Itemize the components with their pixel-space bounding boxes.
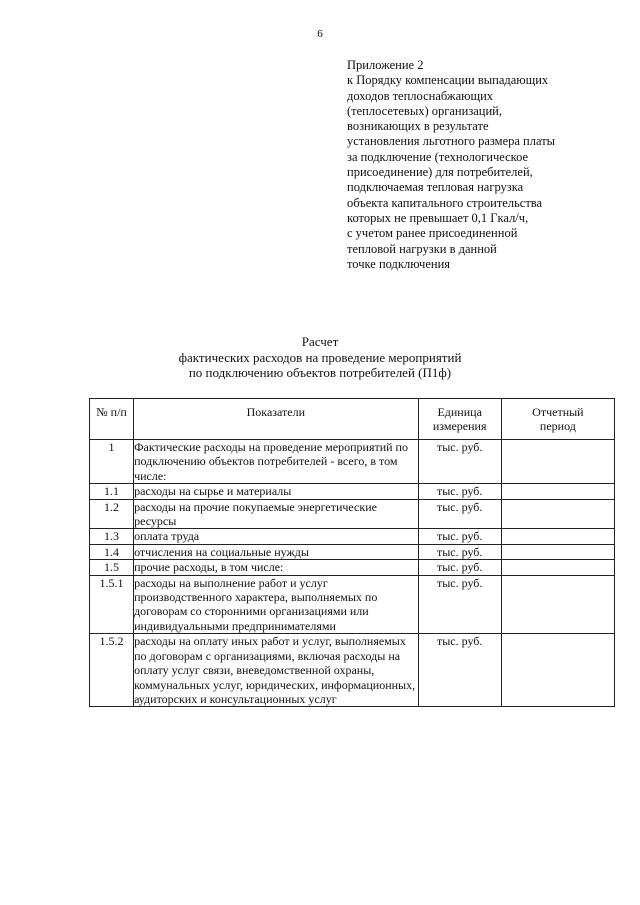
table-row bbox=[90, 440, 615, 484]
row-period bbox=[501, 529, 614, 544]
appendix-line: за подключение (технологическое bbox=[347, 149, 529, 164]
row-num: 1 bbox=[90, 440, 134, 484]
appendix-line: (теплосетевых) организаций, bbox=[347, 103, 502, 118]
appendix-line: Приложение 2 bbox=[347, 58, 424, 72]
title-line: по подключению объектов потребителей (П1ф) bbox=[188, 365, 452, 380]
header-period-line: Отчетный bbox=[532, 405, 584, 419]
header-period-line: период bbox=[539, 419, 576, 434]
table-row bbox=[90, 544, 615, 559]
row-unit: тыс. руб. bbox=[418, 484, 501, 499]
row-num: 1.5 bbox=[90, 560, 134, 575]
appendix-block bbox=[347, 58, 597, 272]
document-title bbox=[0, 334, 640, 381]
row-unit: тыс. руб. bbox=[418, 499, 501, 529]
title-line: фактических расходов на проведение мероприятий bbox=[178, 349, 462, 365]
appendix-line: которых не превышает 0,1 Гкал/ч, bbox=[347, 210, 529, 225]
row-indicator: прочие расходы, в том числе: bbox=[134, 560, 419, 575]
header-num: № п/п bbox=[90, 399, 134, 440]
header-unit bbox=[418, 399, 501, 440]
appendix-line: объекта капитального строительства bbox=[347, 195, 543, 210]
row-indicator: отчисления на социальные нужды bbox=[134, 544, 419, 559]
header-indicator: Показатели bbox=[134, 399, 419, 440]
row-unit: тыс. руб. bbox=[418, 544, 501, 559]
appendix-line: присоединение) для потребителей, bbox=[347, 165, 533, 180]
title-line: Расчет bbox=[301, 334, 339, 349]
table-row bbox=[90, 529, 615, 544]
table-row bbox=[90, 560, 615, 575]
header-unit-line: измерения bbox=[432, 419, 487, 434]
row-period bbox=[501, 634, 614, 707]
row-period bbox=[501, 544, 614, 559]
table-row bbox=[90, 634, 615, 707]
row-num: 1.4 bbox=[90, 544, 134, 559]
row-num: 1.2 bbox=[90, 499, 134, 529]
appendix-line: возникающих в результате bbox=[347, 119, 489, 134]
row-unit: тыс. руб. bbox=[418, 560, 501, 575]
row-indicator: расходы на прочие покупаемые энергетические ресурсы bbox=[134, 499, 419, 529]
row-period bbox=[501, 560, 614, 575]
header-period bbox=[501, 399, 614, 440]
row-unit: тыс. руб. bbox=[418, 529, 501, 544]
appendix-line: доходов теплоснабжающих bbox=[347, 88, 494, 103]
row-num: 1.1 bbox=[90, 484, 134, 499]
appendix-line: к Порядку компенсации выпадающих bbox=[347, 73, 549, 88]
row-indicator: расходы на выполнение работ и услуг производственного характера, выполняемых по договорам со сторонними организациями или индивидуальными предпринимателями bbox=[134, 575, 419, 634]
appendix-line: с учетом ранее присоединенной bbox=[347, 226, 518, 241]
row-period bbox=[501, 575, 614, 634]
row-indicator: расходы на сырье и материалы bbox=[134, 484, 419, 499]
page-number: 6 bbox=[317, 28, 323, 40]
row-indicator: оплата труда bbox=[134, 529, 419, 544]
expenses-table bbox=[89, 398, 615, 707]
table-row bbox=[90, 499, 615, 529]
row-unit: тыс. руб. bbox=[418, 440, 501, 484]
row-num: 1.3 bbox=[90, 529, 134, 544]
row-num: 1.5.2 bbox=[90, 634, 134, 707]
row-num: 1.5.1 bbox=[90, 575, 134, 634]
row-indicator: расходы на оплату иных работ и услуг, выполняемых по договорам с организациями, включая расходы на оплату услуг связи, вневедомственной охраны, коммунальных услуг, юридических, информационных, аудиторских и консультационных услуг bbox=[134, 634, 419, 707]
appendix-line: тепловой нагрузки в данной bbox=[347, 241, 497, 256]
row-period bbox=[501, 484, 614, 499]
row-unit: тыс. руб. bbox=[418, 634, 501, 707]
row-period bbox=[501, 499, 614, 529]
header-unit-line: Единица bbox=[437, 405, 482, 419]
table-row bbox=[90, 575, 615, 634]
appendix-line: подключаемая тепловая нагрузка bbox=[347, 180, 524, 195]
appendix-line: установления льготного размера платы bbox=[347, 134, 556, 149]
row-unit: тыс. руб. bbox=[418, 575, 501, 634]
table-header-row bbox=[90, 399, 615, 440]
row-indicator: Фактические расходы на проведение мероприятий по подключению объектов потребителей - всего, в том числе: bbox=[134, 440, 419, 484]
table-row bbox=[90, 484, 615, 499]
appendix-line: точке подключения bbox=[347, 256, 451, 271]
row-period bbox=[501, 440, 614, 484]
